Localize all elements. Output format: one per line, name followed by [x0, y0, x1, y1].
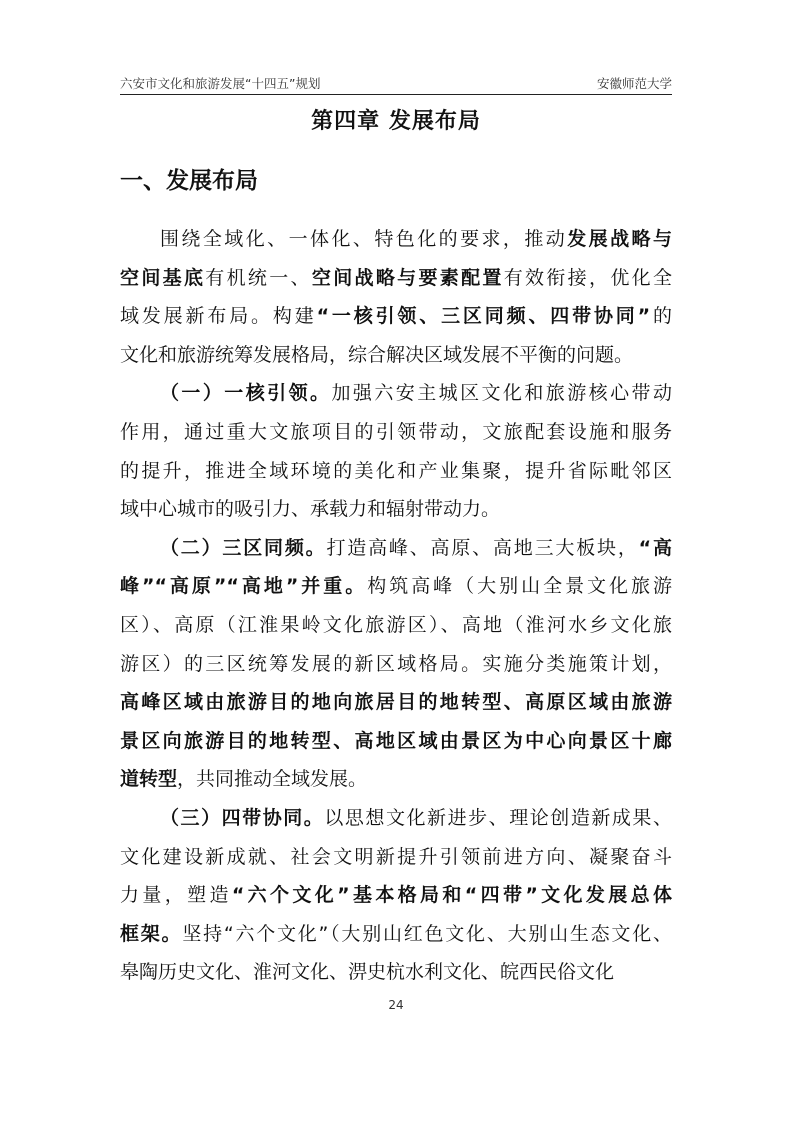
text-line [120, 722, 672, 761]
text-line [120, 413, 672, 452]
bold-text-run: （一）一核引领。 [160, 382, 332, 405]
text-run: 域中心城市的吸引力、承载力和辐射带动力。 [120, 498, 501, 521]
text-run: 的 [650, 305, 672, 328]
text-run: 有机统一、 [205, 266, 312, 289]
text-run: 区）、高原（江淮果岭文化旅游区）、高地（淮河水乡文化旅 [120, 613, 672, 636]
text-run: 皋陶历史文化、淮河文化、淠史杭水利文化、皖西民俗文化 [120, 961, 615, 984]
text-line [120, 490, 672, 529]
text-line [120, 529, 672, 568]
text-line [120, 838, 672, 877]
text-line [120, 683, 672, 722]
paragraph [120, 529, 672, 799]
text-line [120, 297, 672, 336]
text-line [120, 876, 672, 915]
text-run: 坚持“六个文化”（大别山红色文化、大别山生态文化、 [182, 922, 672, 945]
bold-text-run: 空间战略与要素配置 [311, 266, 504, 289]
text-line [120, 606, 672, 645]
bold-text-run: （三）四带协同。 [160, 806, 325, 829]
text-run: 有效衔接，优化全 [503, 266, 672, 289]
text-line [120, 645, 672, 684]
page-number: 24 [388, 998, 404, 1012]
text-line [120, 452, 672, 491]
bold-text-run: “六个文化”基本格局和“四带”文化发展总体 [231, 884, 672, 907]
bold-text-run: 道转型 [120, 768, 178, 791]
bold-text-run: “高 [638, 536, 672, 559]
text-line [120, 760, 672, 799]
text-run: 的提升，推进全域环境的美化和产业集聚，提升省际毗邻区 [120, 459, 672, 482]
bold-text-run: 景区向旅游目的地转型、高地区域由景区为中心向景区十廊 [120, 729, 672, 752]
text-run: 游区）的三区统筹发展的新区域格局。实施分类施策计划， [120, 652, 672, 675]
bold-text-run: 峰”“高原”“高地”并重。 [120, 575, 368, 598]
text-line [120, 567, 672, 606]
text-line [120, 259, 672, 298]
section-title: 一、发展布局 [120, 168, 258, 194]
paragraph [120, 374, 672, 528]
bold-text-run: 空间基底 [120, 266, 206, 289]
text-run: 力量，塑造 [120, 884, 232, 907]
text-line [120, 953, 672, 992]
bold-text-run: （二）三区同频。 [160, 536, 327, 559]
text-line [120, 336, 672, 375]
paragraph [120, 799, 672, 992]
text-run: 以思想文化新进步、理论创造新成果、 [324, 806, 672, 829]
text-run: 文化建设新成就、社会文明新提升引领前进方向、凝聚奋斗 [120, 845, 672, 868]
header-institution: 安徽师范大学 [596, 76, 672, 91]
text-run: 文化和旅游统筹发展格局，综合解决区域发展不平衡的问题。 [120, 343, 634, 366]
chapter-title: 第四章 发展布局 [311, 108, 481, 134]
text-run: 构筑高峰（大别山全景文化旅游 [367, 575, 672, 598]
text-run: ，共同推动全域发展。 [177, 768, 368, 791]
text-run: 围绕全域化、一体化、特色化的要求，推动 [160, 228, 568, 250]
paragraph [120, 220, 672, 374]
text-line [120, 220, 672, 259]
running-header [120, 72, 672, 95]
body-text [120, 220, 672, 992]
text-line [120, 374, 672, 413]
text-run: 打造高峰、高原、高地三大板块， [326, 536, 639, 559]
header-document-title: 六安市文化和旅游发展“十四五”规划 [120, 76, 321, 91]
text-line [120, 799, 672, 838]
text-run: 域发展新布局。构建 [120, 305, 317, 328]
bold-text-run: 高峰区域由旅游目的地向旅居目的地转型、高原区域由旅游 [120, 691, 672, 714]
bold-text-run: 发展战略与 [567, 228, 672, 250]
text-run: 作用，通过重大文旅项目的引领带动，文旅配套设施和服务 [120, 420, 672, 443]
bold-text-run: “一核引领、三区同频、四带协同” [316, 305, 651, 328]
bold-text-run: 框架。 [120, 922, 183, 945]
text-line [120, 915, 672, 954]
text-run: 加强六安主城区文化和旅游核心带动 [331, 382, 672, 405]
